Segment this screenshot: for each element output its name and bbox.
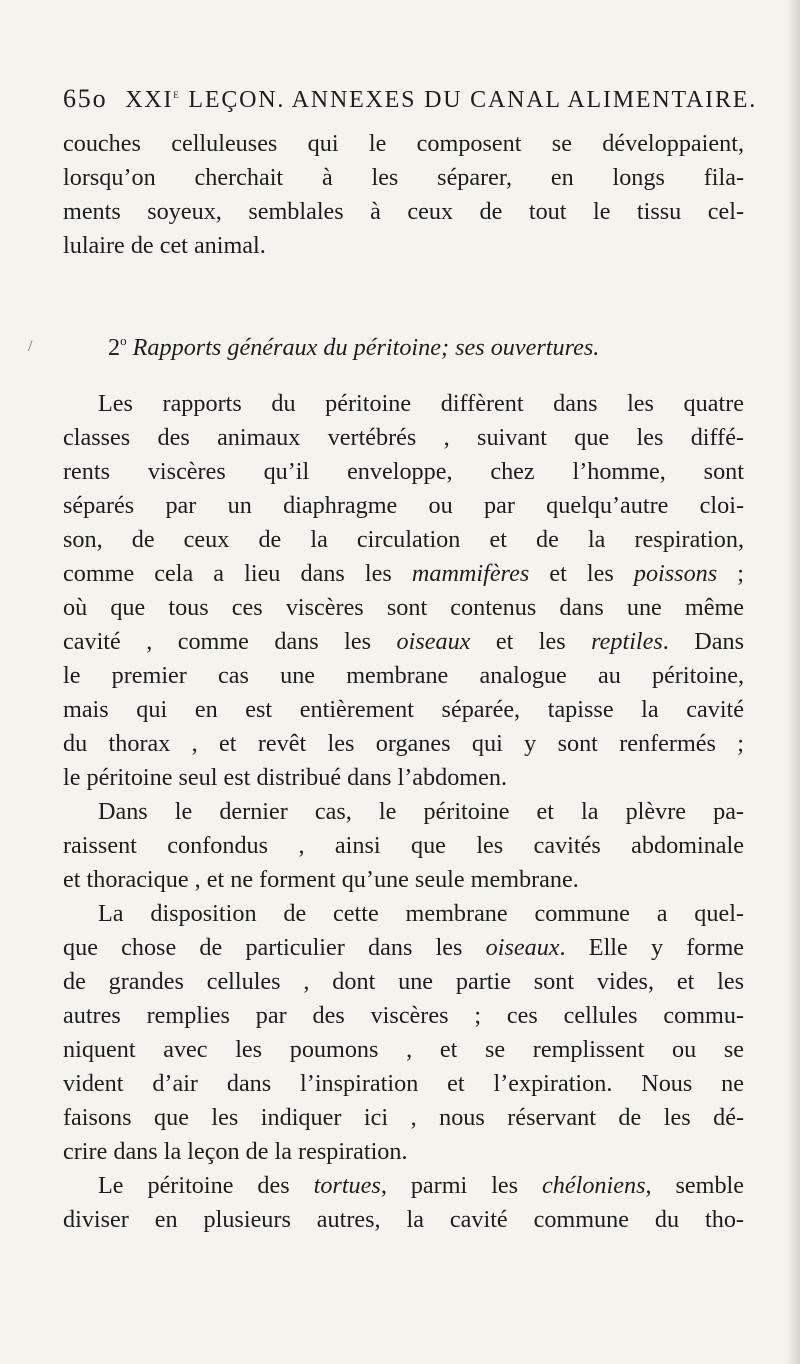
- text-line: raissent confondus , ainsi que les cavités abdominale: [63, 832, 744, 859]
- lecon-number: XXIe: [125, 86, 181, 113]
- text-line: que chose de particulier dans les oiseaux. Elle y forme: [63, 934, 745, 961]
- term-reptiles: reptiles: [591, 628, 663, 655]
- text-line: lulaire de cet animal.: [63, 232, 266, 259]
- text-line: classes des animaux vertébrés , suivant que les diffé-: [63, 424, 744, 451]
- section-heading: 2$^o$ Rapports généraux du péritoine; ses ouvertures.: [108, 333, 600, 361]
- text-line: et thoracique , et ne forment qu’une seule membrane.: [63, 866, 579, 893]
- text-line: La disposition de cette membrane commune a quel-: [98, 900, 744, 927]
- text-line: rents viscères qu’il enveloppe, chez l’homme, sont: [63, 458, 744, 485]
- text-line: couches celluleuses qui le composent se développaient,: [63, 130, 744, 157]
- text-line: de grandes cellules , dont une partie sont vides, et les: [63, 968, 744, 995]
- text-line: niquent avec les poumons , et se remplissent ou se: [63, 1036, 744, 1063]
- running-header: [63, 84, 757, 114]
- text-line: autres remplies par des viscères ; ces cellules commu-: [63, 1002, 744, 1029]
- header-title: LEÇON. ANNEXES DU CANAL ALIMENTAIRE.: [188, 87, 758, 113]
- text-line: Dans le dernier cas, le péritoine et la plèvre pa-: [98, 798, 744, 825]
- text-line: Les rapports du péritoine diffèrent dans les quatre: [98, 390, 744, 417]
- text-line: son, de ceux de la circulation et de la respiration,: [63, 526, 744, 553]
- text-line: vident d’air dans l’inspiration et l’expiration. Nous ne: [63, 1070, 744, 1097]
- term-oiseaux: oiseaux: [396, 628, 471, 655]
- page-edge-shadow: [786, 0, 800, 1364]
- section-heading-title: Rapports généraux du péritoine; ses ouvertures.: [132, 334, 600, 361]
- text-line: où que tous ces viscères sont contenus dans une même: [63, 594, 744, 621]
- text-line: diviser en plusieurs autres, la cavité commune du tho-: [63, 1206, 744, 1233]
- text-line: le péritoine seul est distribué dans l’abdomen.: [63, 764, 507, 791]
- term-cheloniens: chéloniens: [542, 1172, 646, 1199]
- page-number: 65o: [63, 84, 108, 113]
- text-line: faisons que les indiquer ici , nous réservant de les dé-: [63, 1104, 744, 1131]
- text-line: du thorax , et revêt les organes qui y sont renfermés ;: [63, 730, 744, 757]
- margin-mark: /: [28, 338, 33, 355]
- text-line: lorsqu’on cherchait à les séparer, en longs fila-: [63, 164, 744, 191]
- term-mammiferes: mammifères: [411, 560, 530, 587]
- term-oiseaux: oiseaux: [485, 934, 560, 961]
- text-line: crire dans la leçon de la respiration.: [63, 1138, 408, 1165]
- text-line: mais qui en est entièrement séparée, tapisse la cavité: [63, 696, 744, 723]
- text-line: ments soyeux, semblales à ceux de tout le tissu cel-: [63, 198, 744, 225]
- term-tortues: tortues: [313, 1172, 381, 1199]
- text-line: cavité , comme dans les oiseaux et les reptiles. Dans: [63, 628, 745, 655]
- text-line: Le péritoine des tortues, parmi les chéloniens, semble: [98, 1172, 745, 1199]
- text-line: comme cela a lieu dans les mammifères et les poissons ;: [63, 560, 745, 587]
- term-poissons: poissons: [633, 560, 718, 587]
- text-line: séparés par un diaphragme ou par quelqu’autre cloi-: [63, 492, 744, 519]
- text-line: le premier cas une membrane analogue au péritoine,: [63, 662, 744, 689]
